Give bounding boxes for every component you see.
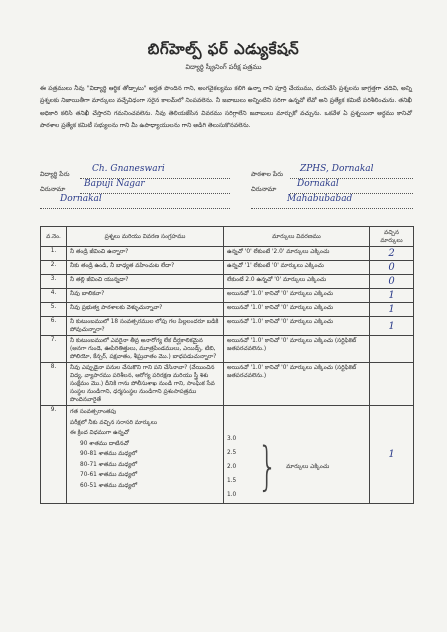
table-row: [41, 275, 414, 289]
row-number: 3.: [41, 275, 67, 289]
row-question: నీవు ప్రభుత్వ పాఠశాలకు వెళ్ళుచున్నావా?: [67, 303, 224, 317]
grade-line: పరీక్షలో నీకు వచ్చిన సరాసరి మార్కులు: [70, 419, 157, 426]
address-left-line-1: [80, 193, 230, 194]
row-rule: ఉన్నచో '1' లేకుంటే '0' మార్కులు ఎక్కించు: [224, 261, 370, 275]
form-subtitle: విద్యార్థి స్క్రీనింగ్ పరీక్ష పత్రము: [185, 63, 262, 71]
row-rule: అయినచో '1.0' కానిచో '0' మార్కులు ఎక్కించు: [224, 289, 370, 303]
row-score[interactable]: 1: [370, 406, 414, 504]
table-row: [41, 317, 414, 336]
row-number: 6.: [41, 317, 67, 336]
scale-rule-text: మార్కులు ఎక్కించు: [286, 464, 330, 470]
row-rule-scale: [224, 406, 370, 504]
grade-line: 70-61 శాతము మధ్యలో: [80, 472, 138, 478]
address-label-left: చిరునామా: [40, 186, 66, 193]
row-score[interactable]: [370, 336, 414, 363]
table-row: [41, 247, 414, 261]
grade-line: గత సంవత్సరాంతపు: [70, 409, 117, 415]
row-number: 5.: [41, 303, 67, 317]
table-row: [41, 261, 414, 275]
header-serial: వ.నెం.: [41, 227, 67, 247]
table-row: [41, 406, 414, 504]
address-left-line-2: [40, 208, 230, 209]
grade-line: 60-51 శాతము మధ్యలో: [80, 482, 138, 489]
row-rule: అయినచో '1.0' కానిచో '0' మార్కులు ఎక్కించు: [224, 317, 370, 336]
instructions-paragraph: ఈ పత్రములు నీవు "విద్యార్థి ఆర్థిక తోడ్పాటు" అర్హత పొందిన గాని, అంగవైకల్యము కలిగి ఉన్నా గాని పూర్తి చేయుము, దయచేసి ప్రశ్నలను జాగ్రత్తగా చదివి, అన్ని ప్రశ్నలకు నిజాయితీగా మార్కులు వచ్చేవిధంగా సరైన కాలమ్‌లో నింపవలెను. నీ జవాబులు అన్నింటిని సరిగా ఉన్నవో లేవో అని ప్రత్యేక కమిటీ పరిశీలించును. తనిఖీ అధికారి కలిసి తనిఖీ చేస్తారని గమనించవలెను. నీవు తెలియజేసిన వివరము సరిగ్గాలేని జవాబులు మార్చుకో వచ్చును. ఒకవేళ ఏ ప్రశ్నయినా అర్ధము కానిచో పాఠశాల ప్రత్యేక కమిటీ సభ్యులను గాని మీ ఉపాధ్యాయులను గాని అడిగి తెలుసుకొనవలెను.: [40, 85, 412, 130]
row-score[interactable]: 1: [370, 317, 414, 336]
row-rule: అయినచో '1.0' కానిచో '0' మార్కులు ఎక్కించు: [224, 303, 370, 317]
curly-brace-icon: }: [257, 437, 278, 497]
row-number: 7.: [41, 336, 67, 363]
grade-line: 90 శాతము దాటినచో: [80, 440, 129, 447]
form-title: బిగ్‌హెల్ప్ ఫర్ ఎడ్యుకేషన్: [147, 40, 300, 58]
table-row: [41, 303, 414, 317]
row-score[interactable]: 1: [370, 289, 414, 303]
row-score[interactable]: 2: [370, 247, 414, 261]
row-question: నీకు తండ్రి ఉండి, నీ బాధ్యత వహించుట లేదా?: [67, 261, 224, 275]
row-score[interactable]: 0: [370, 261, 414, 275]
row-score[interactable]: [370, 363, 414, 406]
row-question: నీ కుటుంబములో ఎవరైనా తీవ్ర అనారోగ్య లేక దీర్ఘకాలికమైన (అనగా గుండె, ఊపిరితిత్తులు, మూత్రపిండములు, ఎయిడ్స్, టిబి, పోలియో, కేన్సర్, పక్షవాతం, శీఘ్రవాతం మొ.) బాధపడుచున్నారా?: [67, 336, 224, 363]
row-number: 8.: [41, 363, 67, 406]
grade-line: 90-81 శాతము మధ్యలో: [80, 451, 138, 457]
student-name-value: Ch. Gnaneswari: [92, 164, 165, 174]
table-row: [41, 363, 414, 406]
row-question: నీ తండ్రి జీవించి ఉన్నారా?: [67, 247, 224, 261]
row-rule: అయినచో '1.0' కానిచో '0' మార్కులు ఎక్కించు (సర్టిఫికెట్ జతపరచవలెను.): [224, 336, 370, 363]
row-question: నీవు బాలికవా?: [67, 289, 224, 303]
address-right-line2: Mahabubabad: [287, 194, 353, 204]
scale-value: 3.0: [227, 436, 237, 442]
scale-value: 2.0: [227, 464, 237, 470]
row-question: నీ కుటుంబములో 18 సంవత్సరముల లోపు గల పిల్లలందరూ బడికి పోవుచున్నారా?: [67, 317, 224, 336]
table-header-row: [41, 227, 414, 247]
header-marks-rule: మార్కులు వివరణము: [224, 227, 370, 247]
row-score[interactable]: 1: [370, 303, 414, 317]
grade-line: 80-71 శాతము మధ్యలో: [80, 461, 138, 468]
address-left-line2: Dornakal: [60, 194, 102, 204]
grade-line: ఈ క్రింద విధముగా ఉన్నచో: [70, 430, 130, 436]
address-right-line1: Dornakal: [297, 179, 339, 189]
address-label-right: చిరునామా: [251, 186, 277, 193]
row-number: 2.: [41, 261, 67, 275]
scale-value: 1.0: [227, 492, 237, 498]
scale-value: 2.5: [227, 450, 237, 456]
row-question: నీవు ఎప్పుడైనా పనుల చేసుకొని గాని పని చేసినావా? (వేయించిన విద్య, వ్యాపారము పరిశీలన, ఆరోగ్య పరిరక్షణ మరియు స్త్రీ శిశు సంక్షేమం మొ.) దీనికి గాను పోలీసుశాఖ నుండి గాని, సాంఘిక సేవ సంస్థల నుండిగాని, ధర్మసంస్థల నుండిగాని ప్రశంసాపత్రము పొందినవారైతే: [67, 363, 224, 406]
header-question: ప్రశ్నలు మరియు వివరణ సంగ్రహము: [67, 227, 224, 247]
scale-value: 1.5: [227, 478, 237, 484]
table-row: [41, 289, 414, 303]
marks-scale: [227, 432, 366, 502]
header-marks-obtained: వచ్చిన మార్కులు: [370, 227, 414, 247]
row-number: 4.: [41, 289, 67, 303]
row-number: 1.: [41, 247, 67, 261]
school-name-label: పాఠశాల పేరు: [251, 171, 284, 178]
row-rule: లేకుంటే 2.0 ఉన్నచో '0' మార్కులు ఎక్కించు: [224, 275, 370, 289]
address-right-line-2: [251, 208, 413, 209]
row-question: నీ తల్లి జీవించి యున్నదా?: [67, 275, 224, 289]
row-score[interactable]: 0: [370, 275, 414, 289]
row-rule: అయినచో '1.0' కానిచో '0' మార్కులు ఎక్కించు (సర్టిఫికెట్ జతపరచవలెను.): [224, 363, 370, 406]
row-number: 9.: [41, 406, 67, 504]
school-name-value: ZPHS, Dornakal: [300, 164, 374, 174]
scale-values: [227, 432, 249, 502]
student-name-label: విద్యార్థి పేరు: [40, 171, 70, 178]
row-rule: ఉన్నచో '0' లేకుంటే '2.0' మార్కులు ఎక్కించు: [224, 247, 370, 261]
row-question-grades: [67, 406, 224, 504]
address-left-line1: Bapuji Nagar: [84, 179, 145, 189]
table-row: [41, 336, 414, 363]
screening-table: [40, 226, 414, 504]
